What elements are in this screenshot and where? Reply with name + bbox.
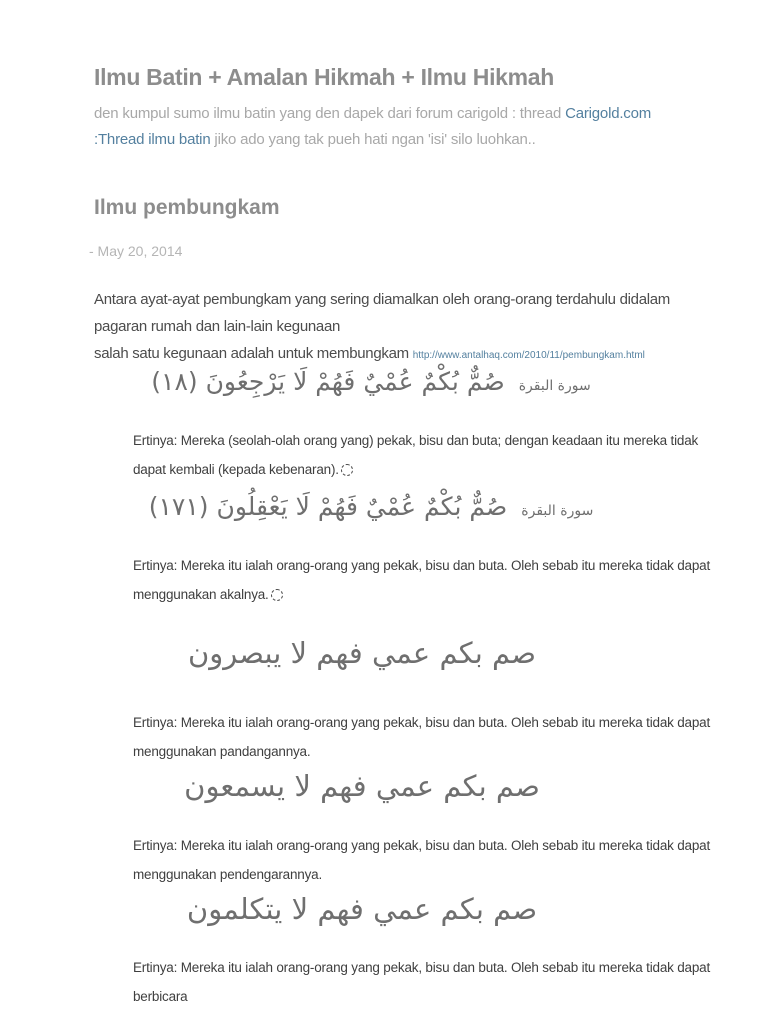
translation-4-line-1: Ertinya: Mereka itu ialah orang-orang yang pekak, bisu dan buta. Oleh sebab itu mereka tidak dapat (133, 838, 711, 853)
thread-ilmu-batin-link[interactable]: :Thread ilmu batin (94, 131, 211, 148)
page-subtitle (94, 101, 708, 153)
translation-2-line-1: Ertinya: Mereka itu ialah orang-orang yang pekak, bisu dan buta. Oleh sebab itu mereka tidak dapat (133, 558, 711, 573)
arabic-verse-4: صم بكم عمي فهم لا يسمعون (184, 769, 540, 803)
arabic-verse-2 (0, 492, 742, 521)
intro-line-3 (94, 340, 708, 369)
ayah-circle-icon (341, 464, 353, 476)
subtitle-text-2: jiko ado yang tak pueh hati ngan 'isi' silo luohkan.. (210, 131, 536, 148)
intro-paragraph (94, 286, 708, 369)
post-heading: Ilmu pembungkam (94, 196, 280, 219)
translation-2 (133, 551, 711, 609)
translation-4 (133, 831, 711, 889)
page-title: Ilmu Batin + Amalan Hikmah + Ilmu Hikmah (94, 64, 555, 90)
intro-text-3: salah satu kegunaan adalah untuk membungkam (94, 345, 413, 362)
intro-line-2: pagaran rumah dan lain-lain kegunaan (94, 318, 341, 335)
post-date: - May 20, 2014 (89, 243, 183, 259)
intro-line-1: Antara ayat-ayat pembungkam yang sering diamalkan oleh orang-orang terdahulu didalam (94, 291, 671, 308)
arabic-verse-1 (0, 367, 742, 396)
translation-1 (133, 426, 708, 484)
translation-5-line-1: Ertinya: Mereka itu ialah orang-orang yang pekak, bisu dan buta. Oleh sebab itu mereka tidak dapat (133, 960, 711, 975)
translation-2-line-2 (133, 580, 708, 609)
carigold-link[interactable]: Carigold.com (565, 105, 652, 122)
arabic-verse-5: صم بكم عمي فهم لا يتكلمون (186, 892, 538, 926)
arabic-verse-1-text: صُمٌّ بُكْمٌ عُمْيٌ فَهُمْ لَا يَرْجِعُونَ (١٨) (151, 367, 505, 396)
surah-label-2: سورة البقرة (521, 503, 594, 519)
translation-3 (133, 708, 711, 766)
arabic-verse-3: صم بكم عمي فهم لا يبصرون (188, 636, 536, 670)
translation-1-line-2 (133, 455, 708, 484)
translation-3-line-2: menggunakan pandangannya. (133, 744, 311, 759)
subtitle-line-1 (94, 101, 708, 127)
arabic-verse-2-text: صُمٌّ بُكْمٌ عُمْيٌ فَهُمْ لَا يَعْقِلُونَ (١٧١) (148, 492, 508, 521)
subtitle-line-2 (94, 127, 708, 153)
translation-2-line-2-text: menggunakan akalnya. (133, 587, 269, 602)
translation-5 (133, 953, 711, 1004)
subtitle-text-1: den kumpul sumo ilmu batin yang den dapek dari forum carigold : thread (94, 105, 566, 122)
translation-3-line-1: Ertinya: Mereka itu ialah orang-orang yang pekak, bisu dan buta. Oleh sebab itu mereka tidak dapat (133, 715, 711, 730)
translation-5-line-2-clipped: berbicara (133, 989, 188, 1004)
surah-label-1: سورة البقرة (518, 378, 591, 394)
translation-1-line-2-text: dapat kembali (kepada kebenaran). (133, 462, 339, 477)
ayah-circle-icon (271, 589, 283, 601)
translation-4-line-2: menggunakan pendengarannya. (133, 867, 323, 882)
pembungkam-url-link[interactable]: http://www.antalhaq.com/2010/11/pembungkam.html (412, 350, 645, 361)
translation-1-line-1: Ertinya: Mereka (seolah-olah orang yang) pekak, bisu dan buta; dengan keadaan itu mereka tidak (133, 433, 699, 448)
